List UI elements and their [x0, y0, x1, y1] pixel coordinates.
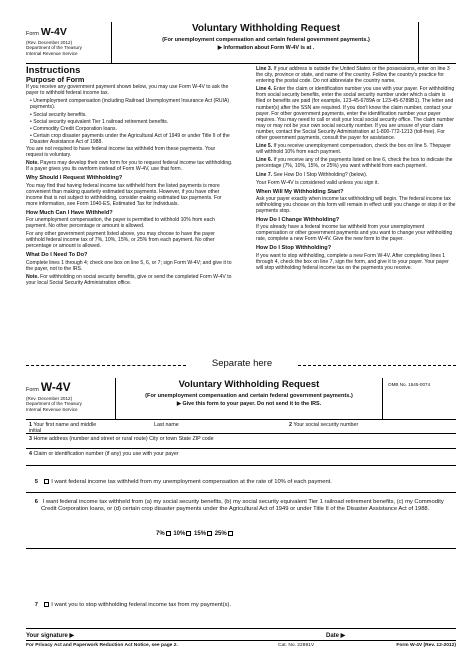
purpose-paragraph-2: You are not required to have federal income tax withheld from these payments. Your request is voluntary.: [26, 146, 216, 159]
city-label: City or town: [149, 436, 178, 442]
dashed-line-left: [26, 365, 186, 366]
address-cell[interactable]: [26, 435, 456, 448]
line5-checkbox[interactable]: [44, 479, 49, 484]
line4-label: Line 4.: [256, 86, 273, 93]
line7-text: See How Do I Stop Withholding? (below).: [272, 171, 368, 178]
form-id-block: [26, 22, 112, 64]
form-subtitle: (For unemployment compensation and certain federal government payments.): [162, 37, 370, 43]
instructions-right-column: [256, 66, 456, 273]
line-5-row: [26, 479, 456, 486]
validity-note: Your Form W-4V is considered valid unless you sign it.: [256, 179, 379, 186]
form-title: Voluntary Withholding Request: [191, 23, 341, 34]
line4-instruction: [256, 86, 456, 141]
line7-instruction: [256, 172, 456, 178]
last-name-cell[interactable]: [151, 421, 281, 433]
date-field[interactable]: [348, 629, 456, 641]
form-subtitle: (For unemployment compensation and certain federal government payments.): [145, 393, 353, 399]
note2-label: Note.: [26, 273, 39, 280]
form-header: [26, 378, 456, 420]
claim-number-cell[interactable]: [26, 450, 456, 465]
note-label: Note.: [26, 160, 39, 167]
instructions: [26, 66, 456, 356]
how-much-paragraph-1: For unemployment compensation, the payer is permitted to withhold 10% from each payment. No other percentage or amount is allowed.: [26, 216, 215, 230]
line-number: 3: [29, 436, 32, 442]
omb-number: OMB No. 1545-0074: [388, 382, 431, 387]
line6-instruction: [256, 157, 456, 169]
what-do-heading: What Do I Need To Do?: [26, 252, 88, 259]
title-block: [120, 379, 378, 407]
line7-label: Line 7.: [256, 171, 273, 178]
instructions-left-column: [26, 66, 233, 288]
line5-label: Line 5.: [256, 143, 273, 150]
pct-7: 7%: [156, 531, 165, 538]
line-number: 5: [34, 479, 38, 486]
form-id-block: [26, 378, 116, 420]
note-text: Payers may develop their own form for you to request federal income tax withholding. If a payer gives you its ownform instead of Form W-4V, use that form.: [26, 160, 233, 173]
line-number: 7: [34, 602, 38, 609]
divider: [26, 548, 456, 549]
ssn-cell[interactable]: [286, 421, 456, 433]
change-heading: How Do I Change Withholding?: [256, 217, 340, 224]
pct-10-checkbox[interactable]: [186, 531, 191, 536]
when-heading: When Will My Withholding Start?: [256, 188, 344, 195]
last-name-label: Last name: [154, 422, 179, 428]
separate-here-text: Separate here: [211, 358, 273, 369]
street-label: Home address (number and street or rural route): [33, 436, 148, 442]
pct-15-checkbox[interactable]: [207, 531, 212, 536]
footer: [26, 643, 456, 648]
privacy-notice: For Privacy Act and Paperwork Reduction Act Notice, see page 2.: [26, 643, 178, 648]
claim-number-label: Claim or identification number (if any) you use with your payer: [33, 451, 179, 457]
note2-paragraph: [26, 274, 233, 286]
top-header: [26, 22, 456, 64]
line3-text: If your address is outside the United States or the possessions, enter on line 3 the city, province or state, and name of the country. Follow the country's practice for entering the postal code. Do not abbreviate the country name.: [256, 66, 450, 85]
when-paragraph: Ask your payer exactly when income tax withholding will begin. The federal income tax withholding you choose on this form will remain in effect until you change or stop it or the payments stop.: [256, 195, 456, 214]
line7-checkbox[interactable]: [44, 602, 49, 607]
what-do-paragraph: Complete lines 1 through 4; check one box on line 5, 6, or 7; sign Form W-4V; and give it to the payer, not to the IRS.: [26, 259, 232, 272]
line6-text: If you receive any of the payments listed on line 6, check the box to indicate the percentage (7%, 10%, 15%, or 25%) you want withheld from each payment.: [256, 157, 453, 170]
how-much-paragraph-2: For any other government payment listed above, you may choose to have the payer withhold federal income tax of 7%, 10%, 15%, or 25% from each payment. No other percentage or amount is allowed.: [26, 231, 215, 250]
why-paragraph: You may find that having federal income tax withheld from the listed payments is more convenient than making quarterly estimated tax payments. However, if you have other income that is not subject to withholding, consider making estimated tax payments. For more information, see Form 1040-ES, Estimated Tax for Individuals.: [26, 182, 222, 207]
date-label: Date ▶: [326, 633, 346, 639]
form-number: W-4V: [40, 26, 67, 38]
line3-label: Line 3.: [256, 66, 273, 72]
line-7-row: [26, 602, 456, 609]
form-footer-id: Form W-4V (Rev. 12-2012): [396, 643, 456, 648]
percentage-options: [156, 531, 234, 537]
line6-text: I want federal income tax withheld from (a) my social security benefits, (b) my social security equivalent Tier 1 railroad retirement benefits, (c) my Commodity Credit Corporation loans, or (d) certain crop disaster payments under the Agricultural Act of 1949 or under Title II of the Disaster Assistance Act of 1988.: [41, 499, 444, 513]
line5-text: If you receive unemployment compensation, check the box on line 5. Thepayer will withhold 10% from each payment.: [256, 143, 451, 156]
agency: Internal Revenue Service: [26, 50, 78, 56]
pct-10: 10%: [173, 531, 186, 538]
line-3-row[interactable]: [26, 435, 456, 449]
change-paragraph: If you already have a federal income tax withheld from your unemployment compensation or other government payments and you want to change your withholding rate, complete a new Form W-4V. Give the new form to the payer.: [256, 224, 453, 243]
line-1-2-row: [26, 421, 456, 434]
form-label: Form: [26, 31, 39, 37]
why-heading: Why Should I Request Withholding?: [26, 175, 123, 182]
signature-row: [26, 628, 456, 641]
first-name-cell[interactable]: [26, 421, 108, 433]
agency: Internal Revenue Service: [26, 406, 78, 412]
line3-instruction: [256, 66, 456, 84]
revision: (Rev. December 2012): [26, 396, 73, 401]
ssn-label: Your social security number: [293, 422, 359, 428]
line-4-row[interactable]: [26, 450, 456, 466]
dashed-line-right: [298, 365, 456, 366]
bullet-item: • Commodity Credit Corporation loans.: [30, 125, 117, 132]
header-right-box: [418, 22, 456, 64]
stop-paragraph: If you want to stop withholding, complete a new Form W-4V. After completing lines 1 through 4, check the box on line 7, sign the form, and give it to your payer. Your payer will stop withholding federal income tax on the payments you receive.: [256, 252, 449, 271]
form-label: Form: [26, 387, 39, 393]
revision: (Rev. December 2012): [26, 40, 73, 45]
note-paragraph: [26, 160, 233, 172]
purpose-heading: Purpose of Form: [26, 75, 85, 85]
signature-field[interactable]: [78, 629, 318, 641]
department: Department of the Treasury: [26, 401, 82, 407]
department: Department of the Treasury: [26, 45, 82, 51]
omb-box: [382, 378, 456, 420]
line5-text: I want federal income tax withheld from my unemployment compensation at the rate of 10% of each payment.: [51, 479, 332, 486]
line7-text: I want you to stop withholding federal income tax from my payment(s).: [51, 602, 232, 609]
line-number: 1: [29, 422, 32, 428]
bullet-item: • Unemployment compensation (including Railroad Unemployment Insurance Act (RUIA) payments).: [30, 98, 230, 111]
form-info-line: ▶ Information about Form W-4V is at .: [217, 45, 315, 51]
line6-label: Line 6.: [256, 157, 273, 164]
divider: [26, 492, 456, 493]
form-title: Voluntary Withholding Request: [178, 379, 320, 390]
give-to-payer-line: ▶ Give this form to your payer. Do not send it to the IRS.: [176, 401, 322, 407]
zip-label: ZIP code: [192, 436, 214, 442]
bullet-item: • Social security equivalent Tier 1 railroad retirement benefits.: [30, 118, 169, 125]
signature-label: Your signature ▶: [26, 633, 75, 639]
separator: [26, 358, 456, 372]
stop-heading: How Do I Stop Withholding?: [256, 245, 332, 252]
pct-15: 15%: [194, 531, 207, 538]
pct-7-checkbox[interactable]: [166, 531, 171, 536]
catalog-number: Cat. No. 22891V: [278, 643, 315, 648]
bullet-item: • Social security benefits.: [30, 111, 87, 118]
instructions-heading: Instructions: [26, 65, 81, 76]
line-6-row: [26, 499, 456, 513]
pct-25-checkbox[interactable]: [228, 531, 233, 536]
line5-instruction: [256, 143, 456, 155]
line-number: 2: [289, 422, 292, 428]
first-name-label: Your first name and middle initial: [29, 422, 97, 434]
purpose-paragraph: If you receive any government payment shown below, you may use Form W-4V to ask the payer to withhold federal income tax.: [26, 84, 229, 97]
line-number: 6: [34, 499, 38, 505]
note2-text: For withholding on social security benefits, give or send the completed Form W-4V to your local Social Security Administration office.: [26, 273, 232, 286]
bullet-item: • Certain crop disaster payments under the Agricultural Act of 1949 or under Title II of the Disaster Assistance Act of 1988.: [30, 132, 230, 145]
line4-text: Enter the claim or identification number you use with your payer. For withholding from social security benefits, enter the social security number under which a claim is filed or benefits are paid (for example, 123-45-6789A or 123-45-6789B1). The letter and number(s) after the SSN are required. If you don't know the claim number, contact your payer. For other government payments, enter the identification number your payer requires. You may need to call or visit your local social security office. The claim number may or may not be your own social security number. If you are unsure of your claim number, contact the Social Security Administration at 1-800-772-1213 (toll-free). For other government payments, consult the payer for assistance.: [256, 86, 455, 142]
how-much-heading: How Much Can I Have Withheld?: [26, 209, 113, 216]
title-block: [116, 23, 416, 51]
line-number: 4: [29, 451, 32, 457]
state-label: State: [178, 436, 191, 442]
form-number: W-4V: [40, 380, 71, 394]
pct-25: 25%: [214, 531, 227, 538]
